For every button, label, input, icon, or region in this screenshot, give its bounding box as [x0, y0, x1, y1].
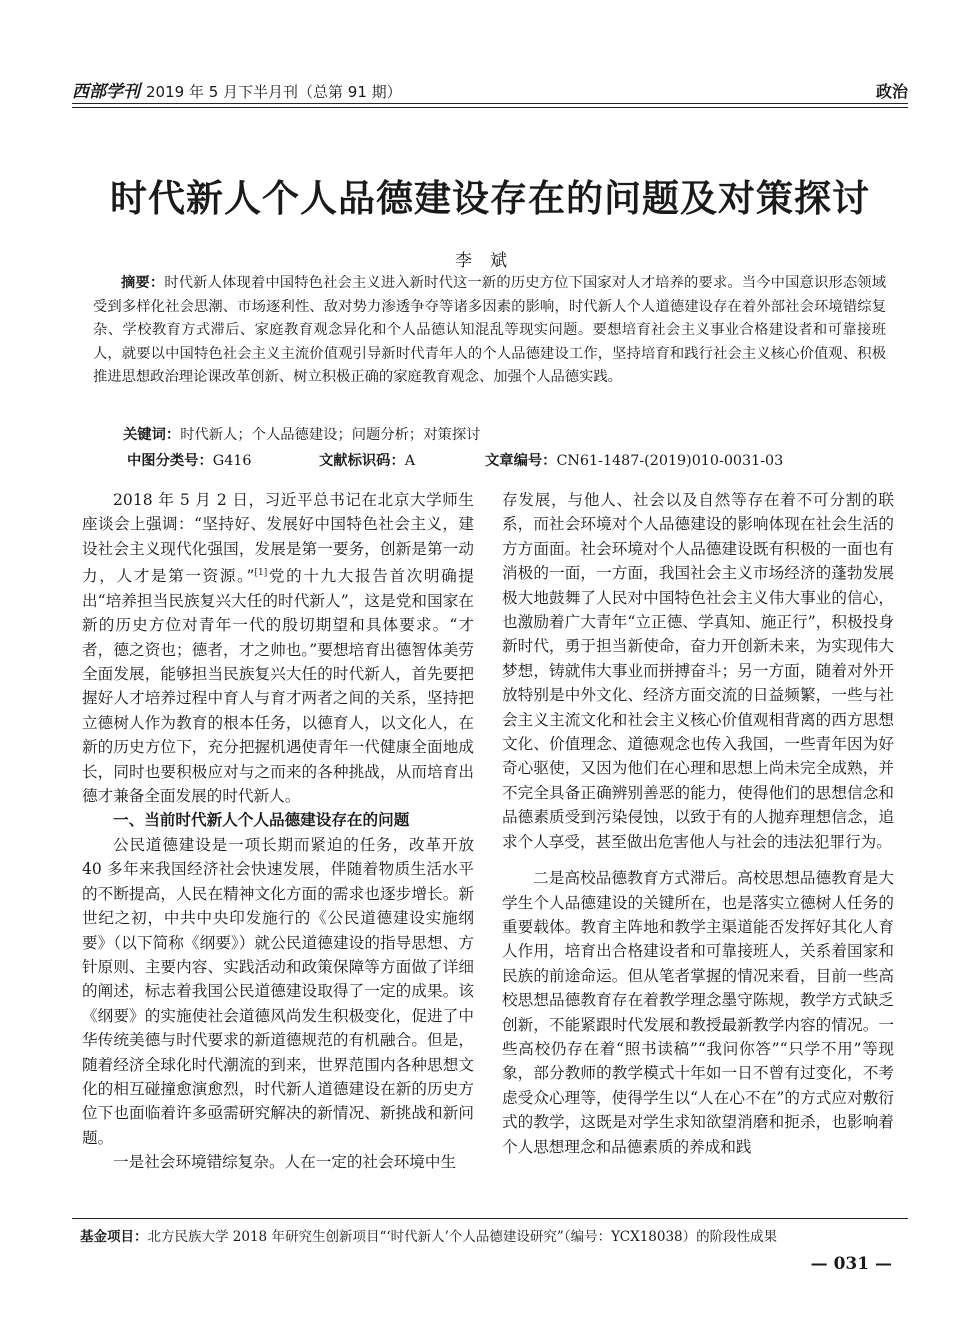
paragraph: 存发展，与他人、社会以及自然等存在着不可分割的联系，而社会环境对个人品德建设的影响体现在社会生活的方方面面。社会环境对个人品德建设既有积极的一面也有消极的一面，一方面，我国社会主义市场经济的蓬勃发展极大地鼓舞了人民对中国特色社会主义伟大事业的信心，也激励着广大青年“立正德、学真知、施正行”，积极投身新时代，勇于担当新使命，奋力开创新未来，为实现伟大梦想，铸就伟大事业而拼搏奋斗；另一方面，随着对外开放特别是中外文化、经济方面交流的日益频繁，一些与社会主义主流文化和社会主义核心价值观相背离的西方思想文化、价值理念、道德观念也传入我国，一些青年因为好奇心驱使，又因为他们在心理和思想上尚未完全成熟，并不完全具备正确辨别善恶的能力，使得他们的思想信念和品德素质受到污染侵蚀，以致于有的人抛弃理想信念，追求个人享受，甚至做出危害他人与社会的违法犯罪行为。	[502, 491, 894, 851]
paragraph: 2018 年 5 月 2 日，习近平总书记在北京大学师生座谈会上强调：“坚持好、发展好中国特色社会主义，建设社会主义现代化强国，发展是第一要务，创新是第一动力，人才是第一资源。”[1]党的十九大报告首次明确提出“培养担当民族复兴大任的时代新人”，这是党和国家在新的历史方位对青年一代的殷切期望和具体要求。“才者，德之资也；德者，才之帅也。”要想培育出德智体美劳全面发展，能够担当民族复兴大任的时代新人，首先要把握好人才培养过程中育人与育才两者之间的关系，坚持把立德树人作为教育的根本任务，以德育人，以文化人，在新的历史方位下，充分把握机遇使青年一代健康全面地成长，同时也要积极应对与之而来的各种挑战，从而培育出德才兼备全面发展的时代新人。	[82, 491, 474, 806]
abstract-label: 摘要：	[121, 275, 165, 291]
fund-footnote	[80, 1225, 777, 1245]
section-label: 政治	[875, 82, 908, 101]
body-column-right	[502, 488, 894, 1159]
journal-name: 西部学刊	[72, 82, 140, 102]
header-rule-thin	[72, 107, 908, 108]
fund-label: 基金项目：	[80, 1229, 148, 1245]
footnote-rule	[72, 1218, 908, 1219]
article-number: 文章编号：CN61-1487-(2019)010-0031-03	[485, 453, 784, 469]
journal-info	[72, 77, 402, 102]
abstract-text: 时代新人体现着中国特色社会主义进入新时代这一新的历史方位下国家对人才培养的要求。当今中国意识形态领域受到多样化社会思潮、市场逐利性、敌对势力渗透争夺等诸多因素的影响，时代新人个人道德建设存在着外部社会环境错综复杂、学校教育方式滞后、家庭教育观念异化和个人品德认知混乱等现实问题。要想培育社会主义事业合格建设者和可靠接班人，就要以中国特色社会主义主流价值观引导新时代青年人的个人品德建设工作，坚持培育和践行社会主义核心价值观、积极推进思想政治理论课改革创新、树立积极正确的家庭教育观念、加强个人品德实践。	[93, 275, 886, 386]
paragraph: 二是高校品德教育方式滞后。高校思想品德教育是大学生个人品德建设的关键所在，也是落实立德树人任务的重要载体。教育主阵地和教学主渠道能否发挥好其化人育人作用，培育出合格建设者和可靠接班人，关系着国家和民族的前途命运。但从笔者掌握的情况来看，目前一些高校思想品德教育存在着教学理念墨守陈规，教学方式缺乏创新，不能紧跟时代发展和教授最新教学内容的情况。一些高校仍存在着“照书读稿”“我问你答”“只学不用”等现象，部分教师的教学模式十年如一日不曾有过变化，不考虑受众心理等，使得学生以“人在心不在”的方式应对敷衍式的教学，这既是对学生求知欲望消磨和扼杀，也影响着个人思想理念和品德素质的养成和践	[502, 869, 894, 1156]
citation-ref: [1]	[254, 568, 268, 579]
header-rule	[72, 103, 908, 104]
body-column-left	[82, 488, 474, 1175]
paragraph: 公民道德建设是一项长期而紧迫的任务，改革开放 40 多年来我国经济社会快速发展，伴随着物质生活水平的不断提高，人民在精神文化方面的需求也逐步增长。新世纪之初，中共中央印发施行的《公民道德建设实施纲要》（以下简称《纲要》）就公民道德建设的指导思想、方针原则、主要内容、实践活动和政策保障等方面做了详细的阐述，标志着我国公民道德建设取得了一定的成果。该《纲要》的实施使社会道德风尚发生积极变化，促进了中华传统美德与时代要求的新道德规范的有机融合。但是，随着经济全球化时代潮流的到来，世界范围内各种思想文化的相互碰撞愈演愈烈，时代新人道德建设在新的历史方位下也面临着许多亟需研究解决的新情况、新挑战和新问题。	[82, 835, 474, 1147]
clc-number: 中图分类号：G416	[127, 453, 252, 469]
running-header	[72, 76, 908, 102]
keywords-text: 时代新人；个人品德建设；问题分析；对策探讨	[180, 427, 481, 443]
keywords	[123, 424, 480, 444]
abstract	[93, 272, 886, 390]
section-heading: 一、当前时代新人个人品德建设存在的问题	[113, 811, 410, 830]
paragraph: 一是社会环境错综复杂。人在一定的社会环境中生	[113, 1153, 457, 1172]
author: 李斌	[455, 251, 525, 271]
page-number: — 031 —	[810, 1254, 892, 1274]
document-code: 文献标识码：A	[319, 453, 416, 469]
fund-text: 北方民族大学 2018 年研究生创新项目“‘时代新人’个人品德建设研究”（编号：YCX18038）的阶段性成果	[147, 1229, 778, 1245]
classification-line	[127, 450, 827, 470]
keywords-label: 关键词：	[123, 427, 181, 443]
article-title: 时代新人个人品德建设存在的问题及对策探讨	[110, 176, 870, 220]
issue-info: 2019 年 5 月下半月刊（总第 91 期）	[146, 83, 402, 101]
